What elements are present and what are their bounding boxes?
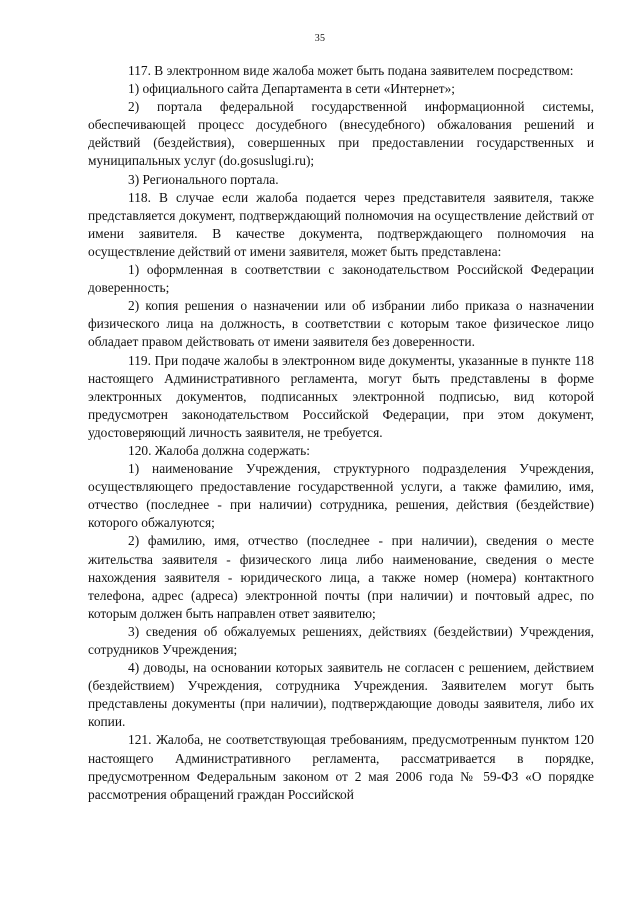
- paragraph-120-item-2: 2) фамилию, имя, отчество (последнее - при наличии), сведения о месте жительства заявителя - физического лица либо наименование, сведения о месте нахождения заявителя - юридического лица, а также номер (номера) контактного телефона, адрес (адреса) электронной почты (при наличии) и почтовый адрес, по которым должен быть направлен ответ заявителю;: [88, 533, 594, 621]
- paragraph-117-item-2: 2) портала федеральной государственной информационной системы, обеспечивающей процесс досудебного (внесудебного) обжалования решений и действий (бездействия), совершенных при предоставлении государственных и муниципальных услуг (do.gosuslugi.ru);: [88, 99, 594, 169]
- paragraph-117: 117. В электронном виде жалоба может быть подана заявителем посредством:: [128, 63, 574, 78]
- paragraph-118: 118. В случае если жалоба подается через представителя заявителя, также представляется документ, подтверждающий полномочия на осуществление действий от имени заявителя. В качестве документа, подтверждающего полномочия на осуществление действий от имени заявителя, может быть представлена:: [88, 189, 594, 259]
- paragraph-118-item-1: 1) оформленная в соответствии с законодательством Российской Федерации доверенность;: [88, 262, 594, 296]
- paragraph-117-item-3: 3) Регионального портала.: [128, 171, 279, 187]
- paragraph-120-item-1: 1) наименование Учреждения, структурного подразделения Учреждения, осуществляющего предоставление государственной услуги, а также фамилию, имя, отчество (последнее - при наличии) сотрудника, решения, действия (бездействие) которого обжалуются;: [88, 461, 594, 531]
- page-number: 35: [314, 33, 326, 44]
- paragraph-121: 121. Жалоба, не соответствующая требованиям, предусмотренным пунктом 120 настоящего Административного регламента, рассматривается в порядке, предусмотренном Федеральным законом от 2 мая 2006 года № 59-ФЗ «О порядке рассмотрения обращений граждан Российской: [88, 732, 594, 802]
- paragraph-120-item-4: 4) доводы, на основании которых заявитель не согласен с решением, действием (бездействием) Учреждения, сотрудника Учреждения. Заявителем могут быть представлены документы (при наличии), подтверждающие доводы заявителя, либо их копии.: [88, 660, 594, 730]
- paragraph-117-item-1: 1) официального сайта Департамента в сети «Интернет»;: [128, 81, 456, 97]
- paragraph-120-item-3: 3) сведения об обжалуемых решениях, действиях (бездействии) Учреждения, сотрудников Учреждения;: [88, 623, 594, 657]
- paragraph-119: 119. При подаче жалобы в электронном виде документы, указанные в пункте 118 настоящего Административного регламента, могут быть представлены в форме электронных документов, подписанных электронной подписью, вид которой предусмотрен законодательством Российской Федерации, при этом документ, удостоверяющий личность заявителя, не требуется.: [88, 352, 594, 440]
- paragraph-120: 120. Жалоба должна содержать:: [128, 442, 310, 458]
- document-body: [88, 62, 594, 804]
- paragraph-118-item-2: 2) копия решения о назначении или об избрании либо приказа о назначении физического лица на должность, в соответствии с которым такое физическое лицо обладает правом действовать от имени заявителя без доверенности.: [88, 298, 594, 350]
